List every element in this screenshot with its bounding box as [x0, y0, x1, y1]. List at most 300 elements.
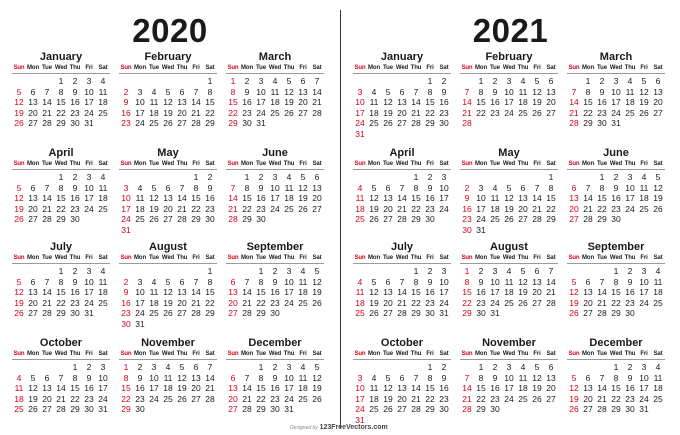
day-cell: 2	[478, 266, 484, 276]
day-cell: 4	[357, 182, 363, 193]
weekday-label: Sat	[546, 161, 556, 167]
day-cell: 24	[121, 214, 131, 225]
day-cell: 8	[413, 182, 419, 193]
day-cell: 8	[244, 182, 250, 193]
weekday-label: Wed	[609, 161, 623, 167]
weekday-header	[460, 64, 558, 74]
weekday-label: Tue	[256, 65, 266, 71]
day-cell: 23	[462, 214, 472, 225]
day-cell: 20	[298, 97, 308, 108]
weekday-header	[12, 350, 110, 360]
weekday-label: Tue	[149, 351, 159, 357]
day-cell: 1	[123, 362, 129, 372]
weekday-label: Thu	[69, 161, 81, 167]
weekday-label: Wed	[395, 255, 409, 261]
day-cell: 1	[258, 362, 264, 372]
days-grid	[460, 172, 558, 236]
weekday-label: Tue	[597, 161, 607, 167]
day-cell: 17	[504, 97, 514, 108]
day-cell: 30	[462, 224, 472, 235]
day-cell: 14	[397, 287, 407, 298]
day-cell: 31	[256, 118, 266, 129]
day-cell: 10	[476, 193, 486, 204]
weekday-label: Wed	[502, 255, 516, 261]
month-november	[460, 336, 558, 415]
day-cell: 11	[298, 372, 308, 383]
day-cell: 28	[191, 118, 201, 129]
day-cell: 14	[42, 97, 52, 108]
day-cell: 10	[135, 287, 145, 298]
day-cell: 7	[44, 86, 50, 97]
month-name: September	[246, 241, 304, 253]
day-cell: 27	[653, 107, 663, 118]
day-cell: 30	[205, 214, 215, 225]
day-cell: 27	[163, 214, 173, 225]
day-cell: 17	[135, 297, 145, 308]
day-cell: 19	[532, 97, 542, 108]
empty-day-cell	[595, 266, 609, 277]
days-grid	[353, 172, 451, 225]
day-cell: 7	[244, 372, 250, 383]
day-cell: 13	[546, 372, 556, 383]
weekday-label: Sun	[120, 255, 132, 261]
day-cell: 23	[490, 393, 500, 404]
day-cell: 4	[371, 86, 377, 97]
day-cell: 3	[137, 86, 143, 97]
empty-day-cell	[161, 172, 175, 183]
day-cell: 1	[258, 266, 264, 276]
weekday-label: Sat	[546, 65, 556, 71]
day-cell: 1	[548, 172, 554, 182]
day-cell: 20	[546, 383, 556, 394]
day-cell: 27	[42, 404, 52, 415]
empty-day-cell	[353, 172, 367, 183]
day-cell: 22	[256, 297, 266, 308]
day-cell: 30	[70, 118, 80, 129]
day-cell: 26	[504, 214, 514, 225]
day-cell: 14	[597, 383, 607, 394]
day-cell: 15	[191, 193, 201, 204]
empty-day-cell	[40, 76, 54, 87]
day-cell: 19	[383, 393, 393, 404]
day-cell: 22	[56, 107, 66, 118]
day-cell: 28	[532, 214, 542, 225]
day-cell: 14	[462, 383, 472, 394]
day-cell: 9	[627, 372, 633, 383]
weekday-label: Sat	[205, 161, 215, 167]
day-cell: 1	[230, 76, 236, 86]
day-cell: 15	[228, 97, 238, 108]
empty-day-cell	[175, 172, 189, 183]
day-cell: 4	[357, 276, 363, 287]
day-cell: 4	[641, 172, 647, 182]
day-cell: 23	[135, 393, 145, 404]
day-cell: 11	[98, 182, 108, 193]
day-cell: 3	[441, 172, 447, 182]
month-september	[226, 240, 324, 319]
day-cell: 30	[256, 214, 266, 225]
weekday-label: Mon	[26, 161, 40, 167]
day-cell: 26	[163, 308, 173, 319]
day-cell: 28	[411, 118, 421, 129]
weekday-label: Wed	[161, 351, 175, 357]
day-cell: 9	[492, 86, 498, 97]
day-cell: 27	[546, 107, 556, 118]
empty-day-cell	[460, 362, 474, 373]
day-cell: 29	[256, 308, 266, 319]
day-cell: 20	[397, 107, 407, 118]
day-cell: 7	[179, 182, 185, 193]
day-cell: 10	[611, 86, 621, 97]
day-cell: 18	[298, 287, 308, 298]
day-cell: 15	[611, 287, 621, 298]
day-cell: 15	[583, 97, 593, 108]
day-cell: 25	[298, 297, 308, 308]
day-cell: 9	[244, 86, 250, 97]
day-cell: 4	[100, 266, 106, 276]
day-cell: 13	[191, 372, 201, 383]
day-cell: 14	[42, 193, 52, 204]
day-cell: 21	[597, 393, 607, 404]
day-cell: 8	[548, 182, 554, 193]
empty-day-cell	[12, 172, 26, 183]
day-cell: 21	[583, 203, 593, 214]
day-cell: 26	[14, 118, 24, 129]
weekday-label: Wed	[268, 255, 282, 261]
day-cell: 2	[86, 362, 92, 372]
weekday-header	[567, 160, 665, 170]
empty-day-cell	[367, 362, 381, 373]
day-cell: 26	[177, 393, 187, 404]
day-cell: 28	[42, 214, 52, 225]
day-cell: 12	[14, 287, 24, 298]
weekday-label: Mon	[474, 351, 488, 357]
day-cell: 14	[597, 287, 607, 298]
weekday-label: Fri	[640, 161, 648, 167]
day-cell: 5	[314, 362, 320, 372]
day-cell: 15	[56, 97, 66, 108]
month-name: June	[262, 147, 288, 159]
day-cell: 15	[242, 193, 252, 204]
day-cell: 30	[625, 404, 635, 415]
day-cell: 8	[58, 182, 64, 193]
day-cell: 6	[399, 372, 405, 383]
empty-day-cell	[240, 266, 254, 277]
month-name: November	[482, 337, 536, 349]
weekday-label: Mon	[581, 161, 595, 167]
day-cell: 9	[427, 276, 433, 287]
day-cell: 23	[625, 393, 635, 404]
day-cell: 6	[548, 362, 554, 372]
day-cell: 16	[490, 383, 500, 394]
day-cell: 9	[123, 97, 129, 108]
weekday-label: Thu	[283, 351, 295, 357]
day-cell: 5	[16, 182, 22, 193]
day-cell: 16	[476, 287, 486, 298]
days-grid	[567, 172, 665, 225]
month-february	[119, 50, 217, 129]
day-cell: 6	[385, 276, 391, 287]
day-cell: 11	[298, 276, 308, 287]
day-cell: 7	[314, 76, 320, 86]
weekday-label: Tue	[383, 255, 393, 261]
day-cell: 29	[611, 308, 621, 319]
day-cell: 31	[639, 404, 649, 415]
day-cell: 21	[312, 97, 322, 108]
day-cell: 25	[504, 297, 514, 308]
weekday-label: Sat	[439, 65, 449, 71]
day-cell: 13	[228, 383, 238, 394]
day-cell: 29	[70, 404, 80, 415]
day-cell: 7	[58, 372, 64, 383]
day-cell: 12	[383, 383, 393, 394]
day-cell: 12	[383, 97, 393, 108]
day-cell: 6	[548, 76, 554, 86]
empty-day-cell	[119, 76, 133, 87]
weekday-header	[353, 160, 451, 170]
day-cell: 16	[490, 97, 500, 108]
month-name: December	[248, 337, 302, 349]
day-cell: 24	[625, 203, 635, 214]
month-december	[567, 336, 665, 415]
day-cell: 22	[611, 297, 621, 308]
weekday-label: Mon	[26, 255, 40, 261]
day-cell: 22	[546, 203, 556, 214]
day-cell: 27	[228, 404, 238, 415]
weekday-label: Fri	[640, 351, 648, 357]
day-cell: 9	[207, 182, 213, 193]
day-cell: 19	[284, 97, 294, 108]
weekday-label: Thu	[517, 65, 529, 71]
days-grid	[119, 172, 217, 236]
day-cell: 10	[625, 182, 635, 193]
day-cell: 5	[16, 86, 22, 97]
day-cell: 3	[258, 76, 264, 86]
day-cell: 12	[569, 287, 579, 298]
day-cell: 16	[611, 193, 621, 204]
empty-day-cell	[409, 362, 423, 373]
day-cell: 24	[504, 393, 514, 404]
day-cell: 19	[28, 393, 38, 404]
weekday-label: Wed	[609, 65, 623, 71]
day-cell: 4	[137, 182, 143, 193]
day-cell: 9	[464, 193, 470, 204]
day-cell: 6	[520, 182, 526, 193]
weekday-label: Mon	[474, 65, 488, 71]
day-cell: 25	[298, 393, 308, 404]
day-cell: 4	[165, 362, 171, 372]
month-march	[226, 50, 324, 129]
day-cell: 26	[569, 404, 579, 415]
day-cell: 29	[411, 214, 421, 225]
day-cell: 10	[270, 182, 280, 193]
month-july	[353, 240, 451, 319]
weekday-label: Wed	[395, 351, 409, 357]
day-cell: 13	[42, 383, 52, 394]
day-cell: 28	[177, 214, 187, 225]
weekday-header	[119, 64, 217, 74]
day-cell: 19	[369, 297, 379, 308]
day-cell: 26	[653, 203, 663, 214]
weekday-label: Tue	[383, 351, 393, 357]
month-june	[226, 146, 324, 225]
day-cell: 13	[28, 287, 38, 298]
day-cell: 1	[58, 76, 64, 86]
day-cell: 19	[383, 107, 393, 118]
day-cell: 23	[425, 297, 435, 308]
day-cell: 2	[123, 86, 129, 97]
day-cell: 23	[70, 203, 80, 214]
weekday-label: Thu	[517, 255, 529, 261]
day-cell: 13	[518, 193, 528, 204]
empty-day-cell	[40, 266, 54, 277]
weekday-label: Mon	[133, 351, 147, 357]
weekday-label: Fri	[426, 161, 434, 167]
days-grid	[226, 266, 324, 319]
day-cell: 26	[383, 118, 393, 129]
day-cell: 2	[258, 172, 264, 182]
weekday-label: Fri	[85, 161, 93, 167]
day-cell: 17	[149, 383, 159, 394]
day-cell: 28	[242, 404, 252, 415]
day-cell: 17	[476, 203, 486, 214]
day-cell: 1	[207, 266, 213, 276]
day-cell: 9	[478, 276, 484, 287]
day-cell: 1	[478, 362, 484, 372]
weekday-label: Sat	[312, 65, 322, 71]
day-cell: 27	[569, 214, 579, 225]
day-cell: 21	[242, 393, 252, 404]
empty-day-cell	[367, 266, 381, 277]
weekday-label: Wed	[54, 351, 68, 357]
weekday-label: Mon	[26, 65, 40, 71]
day-cell: 24	[135, 118, 145, 129]
weekday-label: Wed	[54, 255, 68, 261]
day-cell: 30	[597, 118, 607, 129]
empty-day-cell	[367, 172, 381, 183]
month-february	[460, 50, 558, 129]
day-cell: 25	[355, 214, 365, 225]
weekday-label: Tue	[597, 255, 607, 261]
day-cell: 2	[427, 266, 433, 276]
day-cell: 23	[70, 107, 80, 118]
weekday-label: Tue	[149, 65, 159, 71]
day-cell: 25	[369, 404, 379, 415]
day-cell: 28	[56, 404, 66, 415]
weekday-label: Thu	[176, 351, 188, 357]
day-cell: 15	[462, 287, 472, 298]
day-cell: 14	[56, 383, 66, 394]
day-cell: 13	[583, 383, 593, 394]
day-cell: 26	[284, 107, 294, 118]
empty-day-cell	[26, 362, 40, 373]
day-cell: 16	[84, 383, 94, 394]
day-cell: 24	[135, 308, 145, 319]
day-cell: 18	[653, 383, 663, 394]
day-cell: 18	[653, 287, 663, 298]
weekday-label: Thu	[283, 65, 295, 71]
weekday-label: Wed	[609, 351, 623, 357]
day-cell: 24	[439, 203, 449, 214]
day-cell: 4	[286, 172, 292, 182]
day-cell: 2	[441, 362, 447, 372]
day-cell: 15	[611, 383, 621, 394]
day-cell: 5	[165, 276, 171, 287]
day-cell: 29	[205, 308, 215, 319]
day-cell: 3	[478, 182, 484, 193]
day-cell: 28	[583, 214, 593, 225]
weekday-label: Mon	[581, 351, 595, 357]
weekday-label: Sun	[461, 255, 473, 261]
day-cell: 13	[298, 86, 308, 97]
day-cell: 6	[193, 362, 199, 372]
day-cell: 21	[191, 107, 201, 118]
days-grid	[119, 76, 217, 129]
days-grid	[226, 172, 324, 225]
empty-day-cell	[189, 76, 203, 87]
day-cell: 5	[534, 76, 540, 86]
day-cell: 15	[411, 193, 421, 204]
day-cell: 5	[30, 372, 36, 383]
empty-day-cell	[226, 362, 240, 373]
day-cell: 22	[205, 107, 215, 118]
day-cell: 17	[84, 287, 94, 298]
day-cell: 16	[439, 97, 449, 108]
days-grid	[460, 266, 558, 319]
day-cell: 15	[425, 97, 435, 108]
day-cell: 2	[441, 76, 447, 86]
day-cell: 29	[462, 308, 472, 319]
day-cell: 2	[627, 362, 633, 372]
day-cell: 6	[300, 76, 306, 86]
day-cell: 1	[413, 266, 419, 276]
day-cell: 4	[371, 372, 377, 383]
day-cell: 24	[490, 297, 500, 308]
weekday-label: Sat	[546, 255, 556, 261]
day-cell: 10	[355, 97, 365, 108]
empty-day-cell	[474, 172, 488, 183]
empty-day-cell	[226, 266, 240, 277]
day-cell: 24	[504, 107, 514, 118]
weekday-label: Sat	[439, 255, 449, 261]
day-cell: 16	[242, 97, 252, 108]
month-name: January	[39, 51, 83, 63]
day-cell: 14	[191, 97, 201, 108]
day-cell: 7	[413, 372, 419, 383]
day-cell: 29	[583, 118, 593, 129]
day-cell: 2	[492, 362, 498, 372]
empty-day-cell	[119, 172, 133, 183]
day-cell: 10	[284, 372, 294, 383]
weekday-label: Wed	[161, 255, 175, 261]
days-grid	[567, 362, 665, 415]
days-grid	[567, 266, 665, 319]
day-cell: 9	[137, 372, 143, 383]
day-cell: 21	[532, 203, 542, 214]
day-cell: 29	[56, 308, 66, 319]
weekday-header	[567, 254, 665, 264]
weekday-label: Tue	[149, 161, 159, 167]
weekday-label: Mon	[240, 161, 254, 167]
weekday-label: Mon	[367, 255, 381, 261]
weekday-label: Sun	[227, 65, 239, 71]
weekday-label: Fri	[533, 255, 541, 261]
day-cell: 24	[439, 297, 449, 308]
day-cell: 1	[207, 76, 213, 86]
empty-day-cell	[460, 76, 474, 87]
day-cell: 6	[44, 372, 50, 383]
brand-link[interactable]: 123FreeVectors.com	[319, 424, 388, 431]
